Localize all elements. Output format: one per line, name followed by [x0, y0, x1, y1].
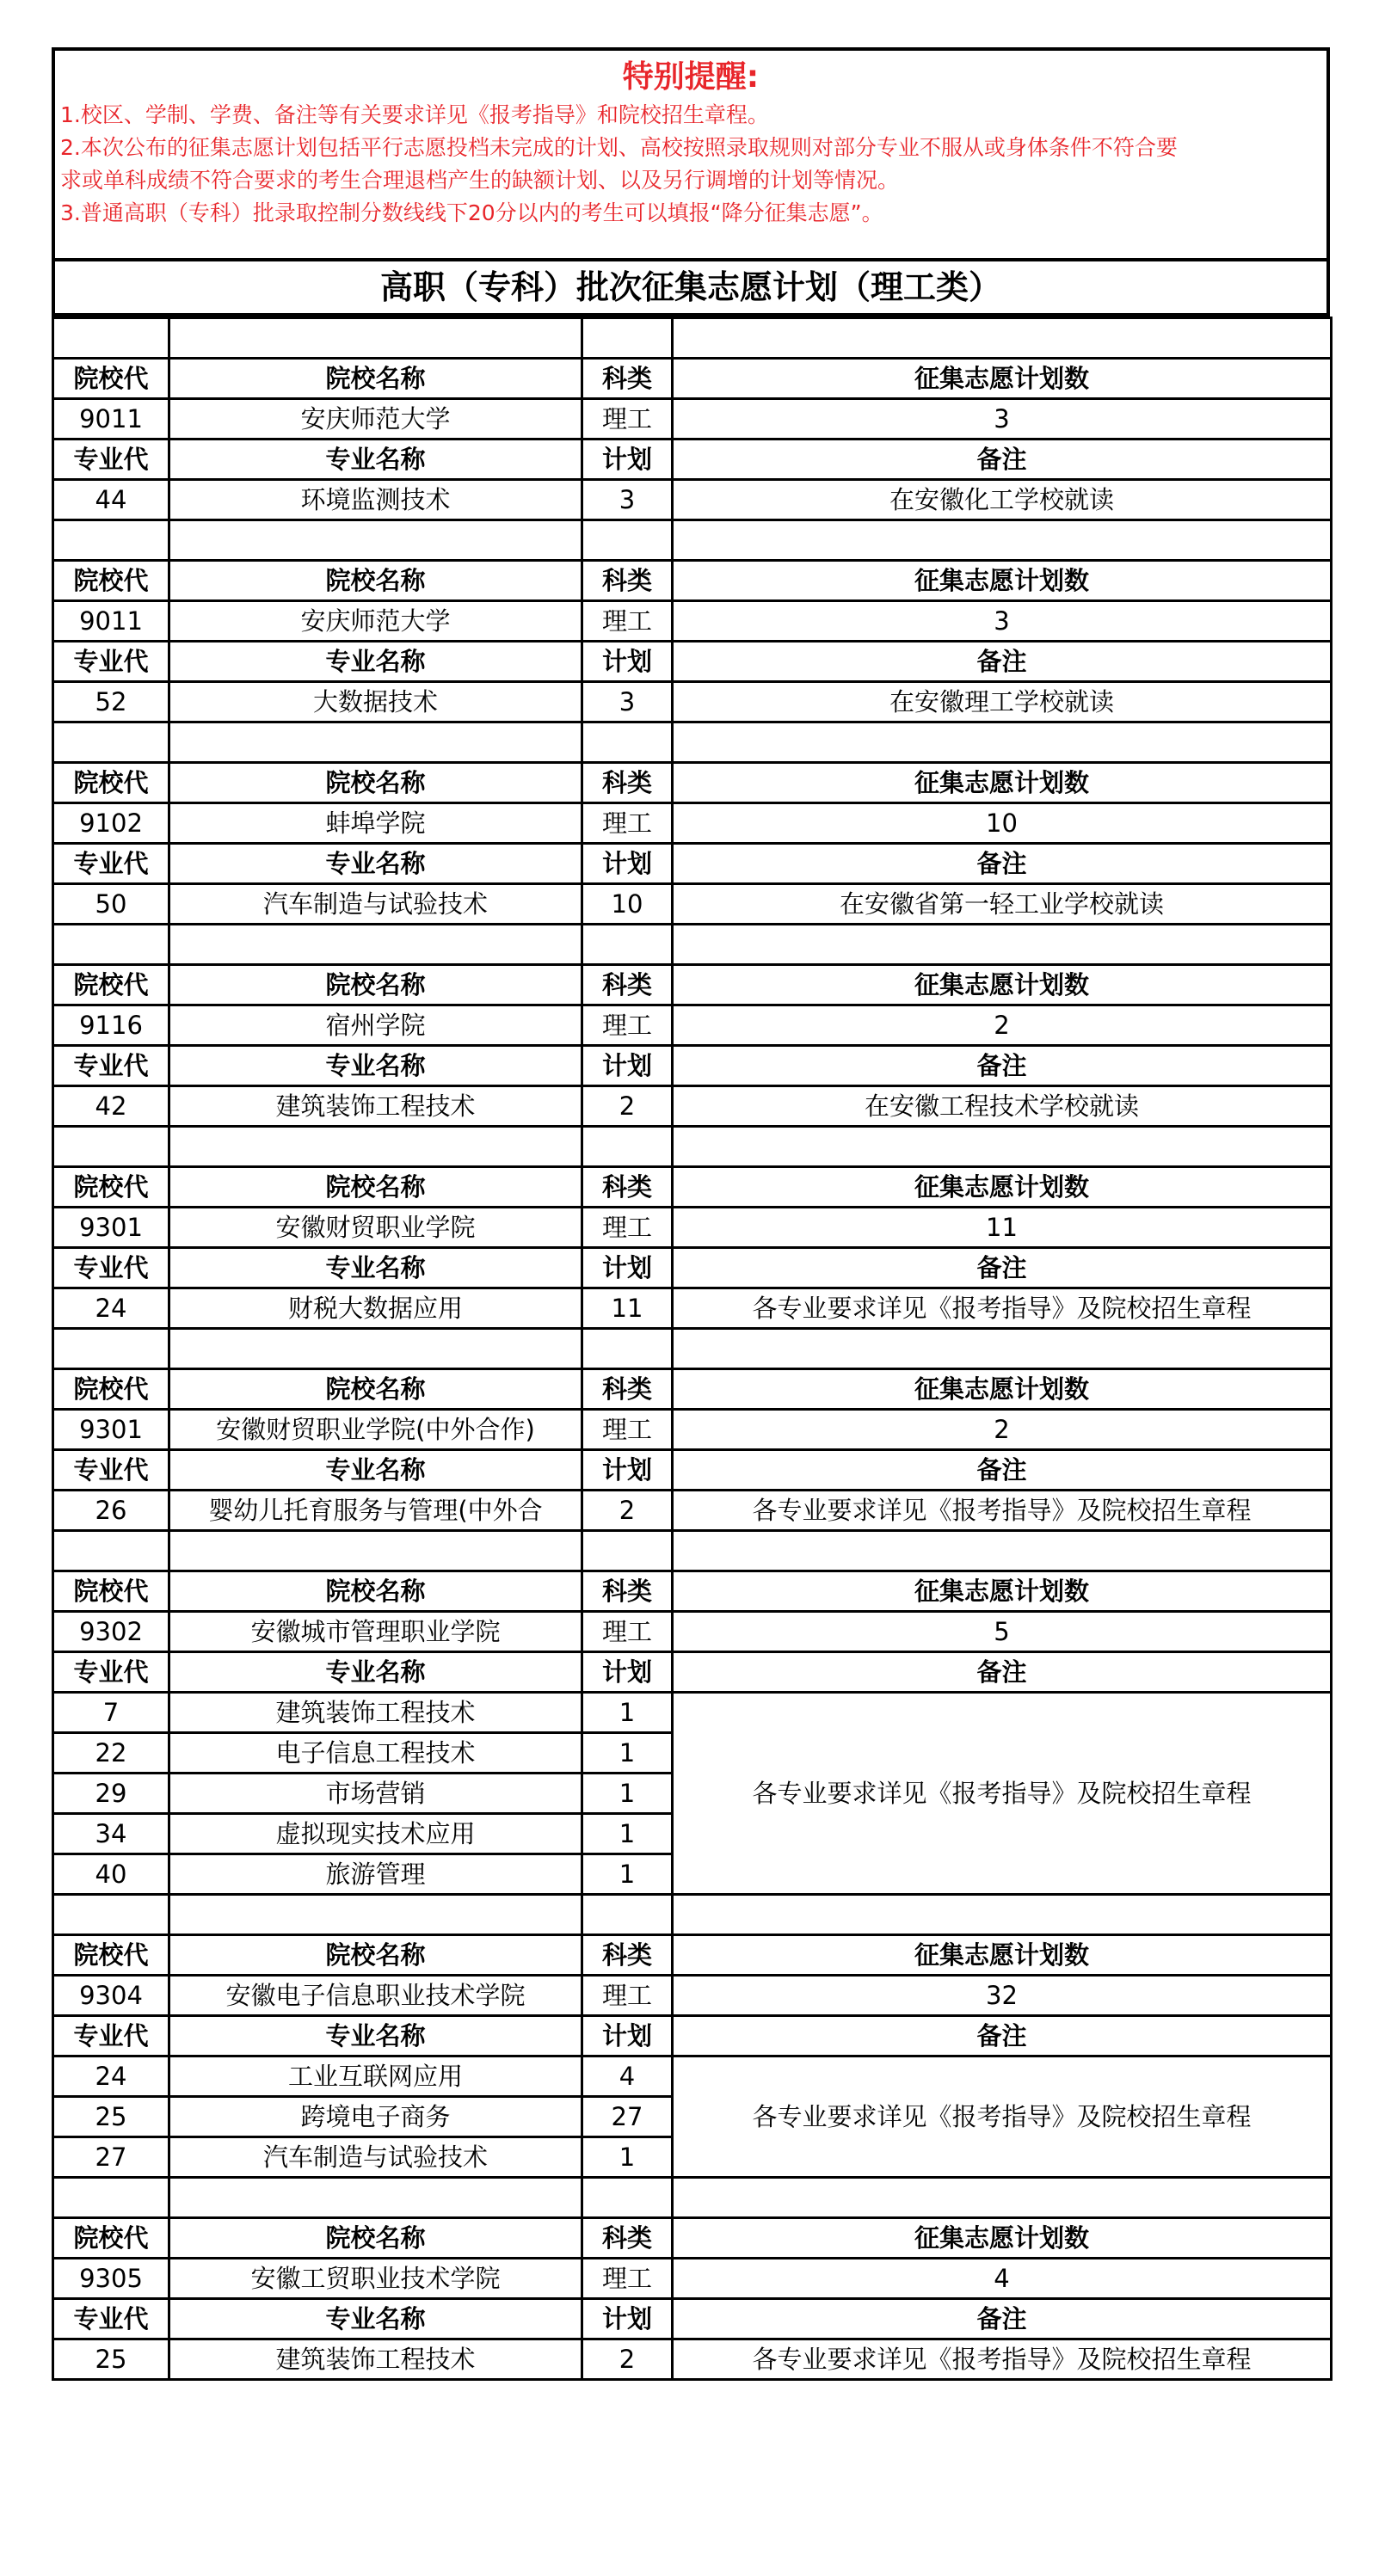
plan-header: 计划	[582, 642, 673, 682]
plan-table	[52, 317, 1333, 2381]
major-plan: 27	[582, 2097, 673, 2137]
major-plan: 1	[582, 1854, 673, 1895]
major-header-row	[53, 2299, 1332, 2339]
blank-cell	[673, 1531, 1332, 1571]
plan-total: 3	[673, 601, 1332, 642]
major-code: 27	[53, 2137, 169, 2178]
major-code: 24	[53, 2056, 169, 2097]
major-name: 财税大数据应用	[169, 1288, 582, 1329]
major-row	[53, 2056, 1332, 2097]
blank-cell	[673, 1895, 1332, 1935]
spacer-row	[53, 1127, 1332, 1167]
major-plan: 2	[582, 1491, 673, 1531]
major-name: 虚拟现实技术应用	[169, 1814, 582, 1854]
school-header-row	[53, 1167, 1332, 1208]
blank-cell	[582, 2178, 673, 2218]
plan-total-header: 征集志愿计划数	[673, 2218, 1332, 2259]
major-plan: 2	[582, 2339, 673, 2380]
major-code: 25	[53, 2339, 169, 2380]
plan-total-header: 征集志愿计划数	[673, 1369, 1332, 1410]
school-name: 宿州学院	[169, 1005, 582, 1046]
blank-cell	[169, 1531, 582, 1571]
blank-cell	[582, 520, 673, 561]
category-header: 科类	[582, 1167, 673, 1208]
school-code: 9011	[53, 399, 169, 440]
note: 在安徽理工学校就读	[673, 682, 1332, 722]
major-code: 44	[53, 480, 169, 520]
major-name: 电子信息工程技术	[169, 1733, 582, 1774]
note-header: 备注	[673, 642, 1332, 682]
blank-cell	[169, 318, 582, 359]
major-header-row	[53, 642, 1332, 682]
major-code-header: 专业代	[53, 1450, 169, 1491]
major-name-header: 专业名称	[169, 844, 582, 884]
blank-cell	[582, 1895, 673, 1935]
category-header: 科类	[582, 561, 673, 601]
major-row	[53, 1288, 1332, 1329]
major-plan: 1	[582, 1733, 673, 1774]
school-code: 9011	[53, 601, 169, 642]
school-header-row	[53, 561, 1332, 601]
major-name: 建筑装饰工程技术	[169, 2339, 582, 2380]
note: 各专业要求详见《报考指导》及院校招生章程	[673, 1491, 1332, 1531]
note-header: 备注	[673, 1652, 1332, 1693]
plan-header: 计划	[582, 844, 673, 884]
major-code: 40	[53, 1854, 169, 1895]
blank-cell	[53, 722, 169, 763]
blank-cell	[169, 925, 582, 965]
school-code-header: 院校代	[53, 1167, 169, 1208]
plan-total: 11	[673, 1208, 1332, 1248]
major-name: 市场营销	[169, 1774, 582, 1814]
school-name: 安徽财贸职业学院	[169, 1208, 582, 1248]
major-name: 跨境电子商务	[169, 2097, 582, 2137]
spreadsheet	[52, 47, 1330, 2381]
major-code-header: 专业代	[53, 1652, 169, 1693]
plan-header: 计划	[582, 1046, 673, 1086]
major-name-header: 专业名称	[169, 1248, 582, 1288]
plan-header: 计划	[582, 1248, 673, 1288]
school-code-header: 院校代	[53, 359, 169, 399]
blank-cell	[582, 1531, 673, 1571]
major-plan: 1	[582, 1693, 673, 1733]
school-code-header: 院校代	[53, 1935, 169, 1976]
school-code: 9304	[53, 1976, 169, 2016]
major-code: 7	[53, 1693, 169, 1733]
major-code: 42	[53, 1086, 169, 1127]
plan-total: 2	[673, 1410, 1332, 1450]
plan-total-header: 征集志愿计划数	[673, 965, 1332, 1005]
plan-total-header: 征集志愿计划数	[673, 359, 1332, 399]
spacer-row	[53, 925, 1332, 965]
note-header: 备注	[673, 1248, 1332, 1288]
major-row	[53, 480, 1332, 520]
blank-cell	[582, 925, 673, 965]
school-header-row	[53, 1935, 1332, 1976]
school-name-header: 院校名称	[169, 1571, 582, 1612]
major-header-row	[53, 1450, 1332, 1491]
school-row	[53, 601, 1332, 642]
major-name: 汽车制造与试验技术	[169, 884, 582, 925]
major-name: 建筑装饰工程技术	[169, 1086, 582, 1127]
category: 理工	[582, 803, 673, 844]
school-code-header: 院校代	[53, 763, 169, 803]
major-code-header: 专业代	[53, 2016, 169, 2056]
blank-cell	[169, 1895, 582, 1935]
category: 理工	[582, 1208, 673, 1248]
blank-cell	[673, 925, 1332, 965]
blank-cell	[673, 1127, 1332, 1167]
school-code-header: 院校代	[53, 1571, 169, 1612]
plan-total-header: 征集志愿计划数	[673, 1571, 1332, 1612]
note: 在安徽工程技术学校就读	[673, 1086, 1332, 1127]
school-name-header: 院校名称	[169, 1935, 582, 1976]
school-name-header: 院校名称	[169, 359, 582, 399]
spacer-row	[53, 1329, 1332, 1369]
major-row	[53, 2339, 1332, 2380]
school-name: 安徽工贸职业技术学院	[169, 2259, 582, 2299]
blank-cell	[53, 1895, 169, 1935]
note-header: 备注	[673, 1450, 1332, 1491]
school-name: 安徽财贸职业学院(中外合作)	[169, 1410, 582, 1450]
blank-cell	[582, 722, 673, 763]
plan-header: 计划	[582, 1450, 673, 1491]
major-header-row	[53, 2016, 1332, 2056]
major-code: 52	[53, 682, 169, 722]
plan-total-header: 征集志愿计划数	[673, 1935, 1332, 1976]
blank-cell	[169, 1329, 582, 1369]
notice-line: 2.本次公布的征集志愿计划包括平行志愿投档未完成的计划、高校按照录取规则对部分专业不服从或身体条件不符合要	[60, 135, 1178, 160]
school-header-row	[53, 763, 1332, 803]
note-header: 备注	[673, 844, 1332, 884]
note-header: 备注	[673, 2299, 1332, 2339]
plan-header: 计划	[582, 2299, 673, 2339]
major-code: 24	[53, 1288, 169, 1329]
blank-cell	[673, 2178, 1332, 2218]
blank-cell	[53, 318, 169, 359]
school-name-header: 院校名称	[169, 1369, 582, 1410]
major-code: 26	[53, 1491, 169, 1531]
school-row	[53, 1005, 1332, 1046]
major-plan: 1	[582, 2137, 673, 2178]
major-name-header: 专业名称	[169, 1046, 582, 1086]
school-code: 9301	[53, 1410, 169, 1450]
plan-total-header: 征集志愿计划数	[673, 1167, 1332, 1208]
blank-cell	[582, 1329, 673, 1369]
school-row	[53, 803, 1332, 844]
school-row	[53, 1612, 1332, 1652]
category: 理工	[582, 1005, 673, 1046]
blank-cell	[582, 1127, 673, 1167]
major-code-header: 专业代	[53, 1248, 169, 1288]
blank-cell	[53, 520, 169, 561]
plan-total: 4	[673, 2259, 1332, 2299]
major-name: 旅游管理	[169, 1854, 582, 1895]
blank-cell	[673, 1329, 1332, 1369]
major-code: 25	[53, 2097, 169, 2137]
school-name-header: 院校名称	[169, 763, 582, 803]
plan-total: 3	[673, 399, 1332, 440]
major-name: 环境监测技术	[169, 480, 582, 520]
school-header-row	[53, 359, 1332, 399]
blank-cell	[53, 925, 169, 965]
document-title: 高职（专科）批次征集志愿计划（理工类）	[52, 258, 1330, 317]
major-row	[53, 1086, 1332, 1127]
major-header-row	[53, 1652, 1332, 1693]
major-plan: 2	[582, 1086, 673, 1127]
major-code: 22	[53, 1733, 169, 1774]
category-header: 科类	[582, 763, 673, 803]
plan-total: 2	[673, 1005, 1332, 1046]
school-row	[53, 2259, 1332, 2299]
note: 各专业要求详见《报考指导》及院校招生章程	[673, 1693, 1332, 1895]
major-plan: 3	[582, 682, 673, 722]
major-name-header: 专业名称	[169, 2016, 582, 2056]
major-row	[53, 1693, 1332, 1733]
plan-total-header: 征集志愿计划数	[673, 763, 1332, 803]
category: 理工	[582, 1976, 673, 2016]
school-name: 安庆师范大学	[169, 399, 582, 440]
blank-cell	[673, 520, 1332, 561]
category: 理工	[582, 1612, 673, 1652]
category-header: 科类	[582, 1369, 673, 1410]
blank-cell	[673, 318, 1332, 359]
plan-header: 计划	[582, 1652, 673, 1693]
notice-line: 求或单科成绩不符合要求的考生合理退档产生的缺额计划、以及另行调增的计划等情况。	[60, 168, 900, 193]
spacer-row	[53, 520, 1332, 561]
school-code-header: 院校代	[53, 561, 169, 601]
school-header-row	[53, 1369, 1332, 1410]
notice-line: 1.校区、学制、学费、备注等有关要求详见《报考指导》和院校招生章程。	[60, 102, 769, 127]
major-plan: 3	[582, 480, 673, 520]
major-row	[53, 884, 1332, 925]
school-header-row	[53, 1571, 1332, 1612]
category: 理工	[582, 1410, 673, 1450]
school-name-header: 院校名称	[169, 2218, 582, 2259]
note-header: 备注	[673, 1046, 1332, 1086]
major-name: 工业互联网应用	[169, 2056, 582, 2097]
category: 理工	[582, 399, 673, 440]
note-header: 备注	[673, 440, 1332, 480]
major-code: 50	[53, 884, 169, 925]
school-name-header: 院校名称	[169, 561, 582, 601]
school-header-row	[53, 2218, 1332, 2259]
major-header-row	[53, 844, 1332, 884]
spacer-row	[53, 2178, 1332, 2218]
spacer-row	[53, 318, 1332, 359]
major-header-row	[53, 1248, 1332, 1288]
major-plan: 1	[582, 1774, 673, 1814]
major-code-header: 专业代	[53, 440, 169, 480]
note: 各专业要求详见《报考指导》及院校招生章程	[673, 2339, 1332, 2380]
note: 各专业要求详见《报考指导》及院校招生章程	[673, 2056, 1332, 2178]
blank-cell	[169, 2178, 582, 2218]
blank-cell	[169, 1127, 582, 1167]
major-code-header: 专业代	[53, 2299, 169, 2339]
major-code: 29	[53, 1774, 169, 1814]
category-header: 科类	[582, 965, 673, 1005]
school-code-header: 院校代	[53, 1369, 169, 1410]
major-name-header: 专业名称	[169, 642, 582, 682]
school-code-header: 院校代	[53, 2218, 169, 2259]
school-code: 9305	[53, 2259, 169, 2299]
school-code-header: 院校代	[53, 965, 169, 1005]
major-row	[53, 1491, 1332, 1531]
major-name-header: 专业名称	[169, 1652, 582, 1693]
special-notice	[52, 47, 1330, 258]
major-name: 大数据技术	[169, 682, 582, 722]
blank-cell	[673, 722, 1332, 763]
category: 理工	[582, 601, 673, 642]
school-name: 安徽城市管理职业学院	[169, 1612, 582, 1652]
major-header-row	[53, 1046, 1332, 1086]
plan-total: 5	[673, 1612, 1332, 1652]
school-name: 蚌埠学院	[169, 803, 582, 844]
major-code-header: 专业代	[53, 1046, 169, 1086]
school-row	[53, 1208, 1332, 1248]
major-name: 婴幼儿托育服务与管理(中外合	[169, 1491, 582, 1531]
plan-header: 计划	[582, 440, 673, 480]
notice-title: 特别提醒:	[622, 59, 760, 95]
school-name: 安徽电子信息职业技术学院	[169, 1976, 582, 2016]
blank-cell	[169, 520, 582, 561]
spacer-row	[53, 1531, 1332, 1571]
spacer-row	[53, 722, 1332, 763]
major-name: 建筑装饰工程技术	[169, 1693, 582, 1733]
note: 在安徽化工学校就读	[673, 480, 1332, 520]
note: 各专业要求详见《报考指导》及院校招生章程	[673, 1288, 1332, 1329]
blank-cell	[53, 1531, 169, 1571]
major-plan: 11	[582, 1288, 673, 1329]
major-plan: 1	[582, 1814, 673, 1854]
plan-header: 计划	[582, 2016, 673, 2056]
major-code-header: 专业代	[53, 642, 169, 682]
note-header: 备注	[673, 2016, 1332, 2056]
plan-total: 10	[673, 803, 1332, 844]
blank-cell	[582, 318, 673, 359]
school-name: 安庆师范大学	[169, 601, 582, 642]
blank-cell	[53, 1127, 169, 1167]
major-code: 34	[53, 1814, 169, 1854]
plan-total: 32	[673, 1976, 1332, 2016]
spacer-row	[53, 1895, 1332, 1935]
school-code: 9302	[53, 1612, 169, 1652]
major-plan: 10	[582, 884, 673, 925]
blank-cell	[169, 722, 582, 763]
major-row	[53, 682, 1332, 722]
school-row	[53, 1976, 1332, 2016]
major-header-row	[53, 440, 1332, 480]
category-header: 科类	[582, 2218, 673, 2259]
category-header: 科类	[582, 1935, 673, 1976]
school-code: 9116	[53, 1005, 169, 1046]
school-code: 9102	[53, 803, 169, 844]
blank-cell	[53, 2178, 169, 2218]
school-name-header: 院校名称	[169, 1167, 582, 1208]
major-code-header: 专业代	[53, 844, 169, 884]
category-header: 科类	[582, 1571, 673, 1612]
major-name: 汽车制造与试验技术	[169, 2137, 582, 2178]
major-plan: 4	[582, 2056, 673, 2097]
school-row	[53, 1410, 1332, 1450]
major-name-header: 专业名称	[169, 2299, 582, 2339]
note: 在安徽省第一轻工业学校就读	[673, 884, 1332, 925]
school-header-row	[53, 965, 1332, 1005]
plan-total-header: 征集志愿计划数	[673, 561, 1332, 601]
school-name-header: 院校名称	[169, 965, 582, 1005]
category: 理工	[582, 2259, 673, 2299]
major-name-header: 专业名称	[169, 1450, 582, 1491]
category-header: 科类	[582, 359, 673, 399]
blank-cell	[53, 1329, 169, 1369]
school-row	[53, 399, 1332, 440]
major-name-header: 专业名称	[169, 440, 582, 480]
school-code: 9301	[53, 1208, 169, 1248]
notice-line: 3.普通高职（专科）批录取控制分数线线下20分以内的考生可以填报“降分征集志愿”。	[60, 200, 883, 225]
